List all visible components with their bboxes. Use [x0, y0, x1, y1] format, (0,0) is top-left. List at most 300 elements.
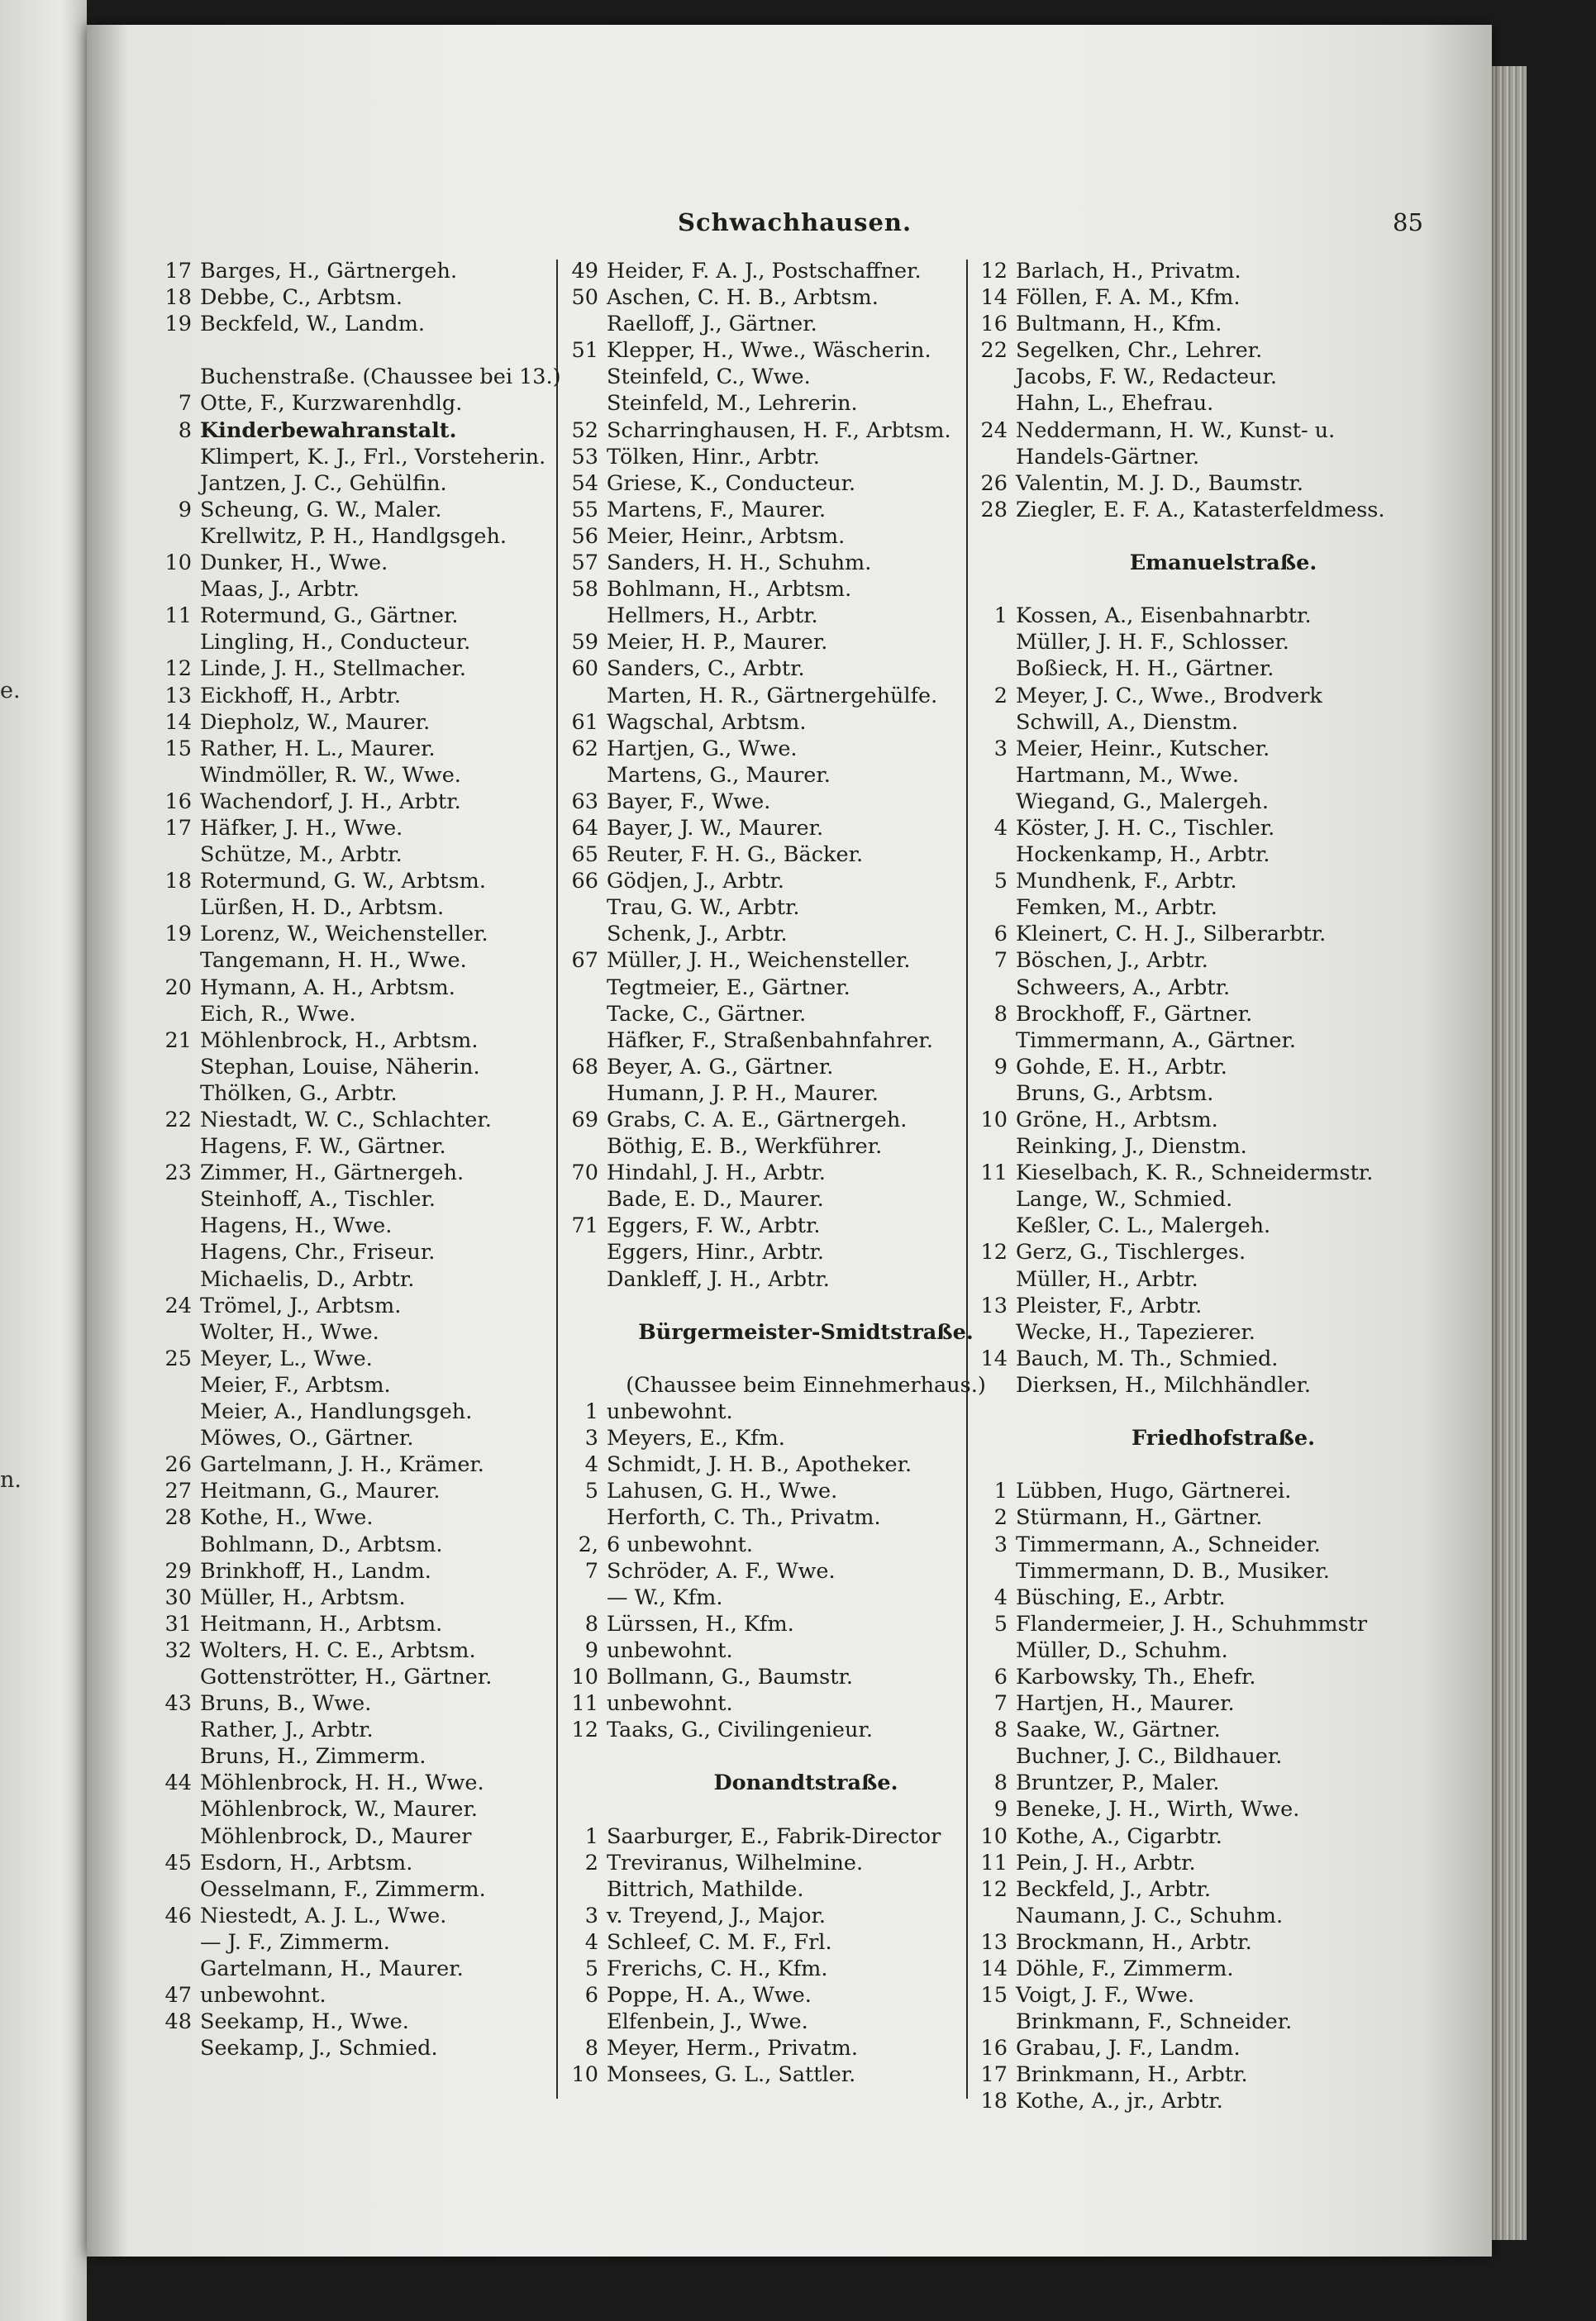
house-number: 18 — [980, 2089, 1008, 2114]
directory-entry — [971, 921, 1475, 947]
house-number: 5 — [584, 1956, 598, 1981]
resident-text: Meier, Heinr., Arbtsm. — [607, 523, 846, 549]
house-number: 14 — [980, 285, 1008, 311]
directory-entry — [149, 1293, 628, 1319]
resident-text: Heitmann, G., Maurer. — [200, 1479, 441, 1504]
directory-entry — [971, 1054, 1475, 1080]
adjacent-page-fragment: n. — [0, 1467, 21, 1493]
resident-text: Hindahl, J. H., Arbtr. — [607, 1160, 826, 1186]
directory-entry — [971, 1850, 1475, 1876]
resident-text: Sanders, H. H., Schuhm. — [607, 550, 872, 576]
resident-text: 6 unbewohnt. — [607, 1532, 753, 1557]
directory-entry — [149, 1107, 628, 1133]
directory-entry — [149, 1532, 628, 1558]
house-number: 16 — [980, 312, 1008, 337]
directory-entry — [149, 1399, 628, 1425]
house-number: 9 — [993, 1797, 1008, 1823]
resident-text: Hagens, H., Wwe. — [200, 1213, 393, 1239]
house-number — [971, 709, 1016, 736]
directory-column-3 — [971, 258, 1475, 2115]
directory-entry — [149, 655, 628, 682]
directory-entry — [971, 470, 1475, 497]
house-number: 57 — [571, 550, 598, 576]
page-number: 85 — [1393, 208, 1423, 236]
resident-text: Jantzen, J. C., Gehülfin. — [200, 470, 447, 496]
resident-text: Kleinert, C. H. J., Silberarbtr. — [1016, 922, 1327, 947]
house-number — [562, 390, 607, 417]
resident-text: — W., Kfm. — [607, 1585, 723, 1610]
house-number: 12 — [980, 1876, 1008, 1902]
house-number — [971, 762, 1016, 789]
resident-text: Poppe, H. A., Wwe. — [607, 1983, 812, 2009]
resident-text: Beneke, J. H., Wirth, Wwe. — [1016, 1797, 1300, 1823]
house-number — [971, 1743, 1016, 1770]
house-number: 69 — [571, 1108, 598, 1132]
resident-text: Schütze, M., Arbtr. — [200, 842, 403, 868]
resident-text: Timmermann, A., Schneider. — [1016, 1532, 1321, 1557]
house-number: 4 — [993, 815, 1008, 841]
house-number: 26 — [980, 470, 1008, 496]
resident-text: Lorenz, W., Weichensteller. — [200, 922, 488, 947]
house-number — [562, 603, 607, 629]
directory-entry — [149, 444, 628, 470]
resident-text: Seekamp, J., Schmied. — [200, 2036, 438, 2061]
resident-text: Schwill, A., Dienstm. — [1016, 709, 1239, 735]
resident-text: Möwes, O., Gärtner. — [200, 1426, 414, 1451]
house-number: 60 — [571, 656, 598, 682]
resident-text: Handels-Gärtner. — [1016, 444, 1200, 469]
house-number: 11 — [164, 603, 192, 629]
house-number: 28 — [164, 1505, 192, 1531]
directory-entry — [971, 975, 1475, 1001]
resident-text: Müller, J. H. F., Schlosser. — [1016, 630, 1289, 655]
resident-text: Köster, J. H. C., Tischler. — [1016, 815, 1275, 841]
house-number: 68 — [571, 1054, 598, 1079]
directory-entry — [971, 1346, 1475, 1372]
house-number: 10 — [571, 2062, 598, 2088]
resident-text: Wiegand, G., Malergeh. — [1016, 789, 1269, 814]
directory-entry — [149, 470, 628, 497]
resident-text: Buchenstraße. (Chaussee bei 13.) — [200, 365, 561, 390]
resident-text: Flandermeier, J. H., Schuhmmstr — [1016, 1611, 1368, 1637]
directory-entry — [971, 815, 1475, 841]
resident-text: Tacke, C., Gärtner. — [607, 1001, 807, 1027]
resident-text: Tölken, Hinr., Arbtr. — [607, 444, 820, 469]
house-number: 10 — [980, 1823, 1008, 1849]
resident-text: Saake, W., Gärtner. — [1016, 1718, 1221, 1743]
directory-entry — [971, 709, 1475, 736]
directory-entry — [149, 736, 628, 762]
house-number: 1 — [993, 603, 1008, 629]
directory-entry — [149, 1611, 628, 1637]
resident-text: Wachendorf, J. H., Arbtr. — [200, 789, 461, 814]
resident-text: Bohlmann, D., Arbtsm. — [200, 1532, 443, 1557]
house-number — [149, 444, 200, 470]
house-number: 7 — [178, 391, 192, 417]
resident-text: Meyer, J. C., Wwe., Brodverk — [1016, 683, 1322, 708]
resident-text: Lübben, Hugo, Gärtnerei. — [1016, 1479, 1292, 1504]
spacer — [971, 576, 1475, 603]
resident-text: Döhle, F., Zimmerm. — [1016, 1956, 1234, 1981]
directory-entry — [971, 1717, 1475, 1743]
resident-text: Esdorn, H., Arbtsm. — [200, 1850, 413, 1875]
house-number: 13 — [164, 683, 192, 708]
resident-text: Hagens, Chr., Friseur. — [200, 1240, 436, 1265]
house-number: 58 — [571, 577, 598, 603]
directory-entry — [149, 1213, 628, 1239]
house-number — [149, 629, 200, 655]
resident-text: unbewohnt. — [200, 1983, 326, 2009]
directory-entry — [971, 1213, 1475, 1239]
resident-text: Schenk, J., Arbtr. — [607, 922, 788, 947]
directory-entry — [971, 2061, 1475, 2088]
street-heading: Bürgermeister-Smidtstraße. — [638, 1319, 974, 1345]
house-number: 11 — [980, 1160, 1008, 1186]
resident-text: Tangemann, H. H., Wwe. — [200, 948, 467, 974]
house-number: 19 — [164, 922, 192, 947]
resident-text: Gartelmann, H., Maurer. — [200, 1956, 464, 1981]
resident-text: Bruns, B., Wwe. — [200, 1691, 372, 1717]
house-number: 54 — [571, 470, 598, 496]
resident-text: Bauch, M. Th., Schmied. — [1016, 1346, 1279, 1371]
house-number: 44 — [164, 1771, 192, 1796]
resident-text: Thölken, G., Arbtr. — [200, 1080, 398, 1106]
house-number — [971, 629, 1016, 655]
resident-text: Grabs, C. A. E., Gärtnergeh. — [607, 1108, 908, 1132]
resident-text: Raelloff, J., Gärtner. — [607, 312, 817, 337]
house-number: 9 — [584, 1637, 598, 1663]
house-number: 22 — [164, 1108, 192, 1132]
house-number — [971, 975, 1016, 1001]
resident-text: Gerz, G., Tischlerges. — [1016, 1240, 1246, 1265]
house-number: 1 — [993, 1479, 1008, 1504]
directory-entry — [149, 1850, 628, 1876]
directory-entry — [971, 1823, 1475, 1850]
resident-text: Michaelis, D., Arbtr. — [200, 1266, 415, 1292]
directory-entry — [149, 762, 628, 789]
house-number: 50 — [571, 285, 598, 311]
house-number — [562, 1585, 607, 1611]
directory-entry — [971, 2035, 1475, 2061]
directory-entry — [149, 603, 628, 629]
directory-entry — [971, 258, 1475, 284]
resident-text: Meier, H. P., Maurer. — [607, 630, 828, 655]
house-number: 47 — [164, 1983, 192, 2009]
resident-text: Elfenbein, J., Wwe. — [607, 2009, 808, 2035]
house-number — [149, 1532, 200, 1558]
resident-text: Ziegler, E. F. A., Katasterfeldmess. — [1016, 497, 1385, 522]
page-stack-edge — [1492, 66, 1527, 2240]
resident-text: Brinkmann, F., Schneider. — [1016, 2009, 1293, 2035]
resident-text: Niestedt, A. J. L., Wwe. — [200, 1903, 447, 1928]
directory-entry — [149, 1080, 628, 1107]
resident-text: Saarburger, E., Fabrik-Director — [607, 1823, 941, 1849]
house-number: 7 — [584, 1558, 598, 1584]
house-number: 11 — [980, 1850, 1008, 1875]
house-number: 3 — [584, 1426, 598, 1451]
directory-entry — [149, 1664, 628, 1690]
directory-entry — [971, 1982, 1475, 2009]
directory-entry — [971, 603, 1475, 629]
directory-entry — [971, 1743, 1475, 1770]
house-number: 43 — [164, 1691, 192, 1717]
house-number: 63 — [571, 789, 598, 814]
directory-entry — [149, 709, 628, 736]
resident-text: Debbe, C., Arbtsm. — [200, 285, 403, 311]
directory-entry — [971, 1001, 1475, 1027]
directory-entry — [971, 894, 1475, 921]
directory-entry — [149, 1585, 628, 1611]
house-number: 12 — [980, 1240, 1008, 1265]
house-number: 24 — [164, 1293, 192, 1318]
resident-text: Kothe, H., Wwe. — [200, 1505, 374, 1531]
house-number: 29 — [164, 1558, 192, 1584]
directory-entry — [149, 1186, 628, 1213]
house-number: 17 — [980, 2062, 1008, 2088]
directory-entry — [149, 497, 628, 523]
resident-text: Meier, Heinr., Kutscher. — [1016, 736, 1270, 761]
resident-text: Müller, H., Arbtsm. — [200, 1585, 406, 1610]
resident-text: Karbowsky, Th., Ehefr. — [1016, 1664, 1256, 1690]
resident-text: Klimpert, K. J., Frl., Vorsteherin. — [200, 444, 546, 469]
resident-text: Maas, J., Arbtr. — [200, 577, 360, 603]
directory-entry — [971, 497, 1475, 523]
resident-text: unbewohnt. — [607, 1637, 733, 1663]
resident-text: Steinfeld, M., Lehrerin. — [607, 391, 858, 417]
resident-text: Naumann, J. C., Schuhm. — [1016, 1903, 1284, 1928]
directory-entry — [971, 1532, 1475, 1558]
resident-text: Bayer, F., Wwe. — [607, 789, 771, 814]
resident-text: Bade, E. D., Maurer. — [607, 1187, 824, 1213]
resident-text: Trömel, J., Arbtsm. — [200, 1293, 402, 1318]
resident-text: Meyer, Herm., Privatm. — [607, 2036, 858, 2061]
house-number — [562, 2009, 607, 2035]
directory-entry — [149, 683, 628, 709]
house-number — [562, 1266, 607, 1293]
house-number — [562, 364, 607, 390]
directory-entry — [971, 1796, 1475, 1823]
house-number: 14 — [980, 1346, 1008, 1371]
resident-text: Eickhoff, H., Arbtr. — [200, 683, 401, 708]
directory-entry — [971, 417, 1475, 444]
house-number: 67 — [571, 948, 598, 974]
resident-text: Meyers, E., Kfm. — [607, 1426, 785, 1451]
house-number — [562, 921, 607, 947]
resident-text: Bayer, J. W., Maurer. — [607, 815, 824, 841]
house-number: 15 — [164, 736, 192, 761]
directory-entry — [971, 1186, 1475, 1213]
resident-text: unbewohnt. — [607, 1399, 733, 1425]
resident-text: Reinking, J., Dienstm. — [1016, 1134, 1247, 1160]
house-number: 8 — [584, 2036, 598, 2061]
resident-text: Möhlenbrock, W., Maurer. — [200, 1797, 478, 1823]
house-number: 8 — [993, 1718, 1008, 1743]
house-number: 24 — [980, 417, 1008, 443]
resident-text: Griese, K., Conducteur. — [607, 470, 856, 496]
house-number — [971, 1213, 1016, 1239]
house-number — [149, 1266, 200, 1293]
house-number — [149, 523, 200, 550]
directory-entry — [971, 390, 1475, 417]
house-number: 18 — [164, 869, 192, 894]
directory-entry — [971, 1876, 1475, 1903]
resident-text: Eggers, Hinr., Arbtr. — [607, 1240, 825, 1265]
house-number: 5 — [993, 869, 1008, 894]
resident-text: Barges, H., Gärtnergeh. — [200, 259, 458, 284]
resident-text: Meier, F., Arbtsm. — [200, 1372, 391, 1398]
house-number — [971, 1027, 1016, 1054]
directory-entry — [149, 1001, 628, 1027]
house-number: 8 — [178, 417, 192, 443]
house-number: 9 — [993, 1054, 1008, 1079]
house-number — [149, 576, 200, 603]
directory-entry — [971, 655, 1475, 682]
resident-text: Lürßen, H. D., Arbtsm. — [200, 895, 445, 921]
house-number — [149, 1929, 200, 1956]
resident-text: Timmermann, D. B., Musiker. — [1016, 1558, 1330, 1584]
directory-entry — [149, 1504, 628, 1531]
resident-text: Schröder, A. F., Wwe. — [607, 1558, 836, 1584]
directory-entry — [971, 1664, 1475, 1690]
resident-text: Buchner, J. C., Bildhauer. — [1016, 1744, 1283, 1770]
resident-text: Gohde, E. H., Arbtr. — [1016, 1054, 1227, 1079]
resident-text: Meyer, L., Wwe. — [200, 1346, 373, 1371]
resident-text: Sanders, C., Arbtr. — [607, 656, 805, 682]
house-number — [149, 1186, 200, 1213]
directory-entry — [149, 894, 628, 921]
directory-entry — [971, 1504, 1475, 1531]
resident-text: Stephan, Louise, Näherin. — [200, 1054, 480, 1079]
house-number — [562, 1876, 607, 1903]
resident-text: Barlach, H., Privatm. — [1016, 259, 1241, 284]
directory-entry — [971, 1293, 1475, 1319]
directory-entry — [149, 2009, 628, 2035]
directory-entry — [149, 1717, 628, 1743]
resident-text: Wolters, H. C. E., Arbtsm. — [200, 1637, 476, 1663]
resident-text: Rather, J., Arbtr. — [200, 1718, 374, 1743]
resident-text: Beckfeld, J., Arbtr. — [1016, 1876, 1212, 1902]
house-number — [562, 1080, 607, 1107]
house-number: 4 — [584, 1452, 598, 1478]
resident-text: Pein, J. H., Arbtr. — [1016, 1850, 1196, 1875]
directory-entry — [149, 815, 628, 841]
house-number: 64 — [571, 815, 598, 841]
resident-text: Femken, M., Arbtr. — [1016, 895, 1217, 921]
directory-entry — [971, 841, 1475, 868]
resident-text: Bollmann, G., Baumstr. — [607, 1664, 853, 1690]
resident-text: Böschen, J., Arbtr. — [1016, 948, 1208, 974]
house-number: 8 — [993, 1001, 1008, 1027]
house-number — [149, 1319, 200, 1346]
resident-text: Scheung, G. W., Maler. — [200, 497, 442, 522]
directory-entry — [971, 2088, 1475, 2114]
house-number — [562, 311, 607, 337]
house-number — [149, 1823, 200, 1850]
adjacent-page-margin — [0, 0, 87, 2321]
directory-entry — [149, 975, 628, 1001]
directory-entry — [971, 444, 1475, 470]
resident-text: Hymann, A. H., Arbtsm. — [200, 975, 455, 1000]
resident-text: Segelken, Chr., Lehrer. — [1016, 338, 1263, 364]
resident-text: Grabau, J. F., Landm. — [1016, 2036, 1241, 2061]
house-number: 17 — [164, 815, 192, 841]
directory-entry — [149, 1770, 628, 1796]
house-number: 14 — [164, 709, 192, 735]
house-number — [971, 655, 1016, 682]
resident-text: Mundhenk, F., Arbtr. — [1016, 869, 1237, 894]
house-number — [971, 789, 1016, 815]
resident-text: Müller, D., Schuhm. — [1016, 1637, 1228, 1663]
directory-entry — [149, 1372, 628, 1399]
house-number: 53 — [571, 444, 598, 469]
directory-entry — [971, 762, 1475, 789]
resident-text: Tegtmeier, E., Gärtner. — [607, 975, 850, 1000]
resident-text: Hartmann, M., Wwe. — [1016, 762, 1239, 788]
house-number — [562, 1186, 607, 1213]
resident-text: Frerichs, C. H., Kfm. — [607, 1956, 828, 1981]
house-number: 13 — [980, 1293, 1008, 1318]
directory-entry — [149, 841, 628, 868]
resident-text: Bohlmann, H., Arbtsm. — [607, 577, 852, 603]
resident-text: Lange, W., Schmied. — [1016, 1187, 1233, 1213]
house-number — [562, 762, 607, 789]
directory-entry — [149, 284, 628, 311]
house-number: 13 — [980, 1929, 1008, 1955]
house-number — [149, 841, 200, 868]
directory-entry — [971, 1478, 1475, 1504]
resident-text: Monsees, G. L., Sattler. — [607, 2062, 856, 2088]
resident-text: Beyer, A. G., Gärtner. — [607, 1054, 834, 1079]
spacer — [971, 523, 1475, 550]
resident-text: Dunker, H., Wwe. — [200, 550, 388, 576]
directory-entry — [149, 1319, 628, 1346]
house-number: 32 — [164, 1637, 192, 1663]
resident-text: Möhlenbrock, H. H., Wwe. — [200, 1771, 484, 1796]
house-number: 3 — [584, 1903, 598, 1928]
house-number: 5 — [993, 1611, 1008, 1637]
house-number: 12 — [571, 1718, 598, 1743]
house-number — [149, 1796, 200, 1823]
directory-entry — [149, 868, 628, 894]
house-number — [149, 894, 200, 921]
house-number — [971, 444, 1016, 470]
resident-text: Häfker, J. H., Wwe. — [200, 815, 403, 841]
house-number: 46 — [164, 1903, 192, 1928]
house-number — [562, 975, 607, 1001]
house-number — [971, 1319, 1016, 1346]
resident-text: Pleister, F., Arbtr. — [1016, 1293, 1203, 1318]
resident-text: Hellmers, H., Arbtr. — [607, 603, 818, 629]
resident-text: Rotermund, G., Gärtner. — [200, 603, 459, 629]
resident-text: Treviranus, Wilhelmine. — [607, 1850, 864, 1875]
directory-entry — [971, 284, 1475, 311]
house-number: 4 — [584, 1929, 598, 1955]
resident-text: Kothe, A., jr., Arbtr. — [1016, 2089, 1223, 2114]
directory-entry — [149, 1796, 628, 1823]
house-number: 5 — [584, 1479, 598, 1504]
resident-text: Valentin, M. J. D., Baumstr. — [1016, 470, 1303, 496]
resident-text: Meier, A., Handlungsgeh. — [200, 1399, 473, 1425]
resident-text: Kothe, A., Cigarbtr. — [1016, 1823, 1222, 1849]
house-number — [971, 2009, 1016, 2035]
street-heading: Donandtstraße. — [713, 1771, 898, 1796]
directory-entry — [971, 789, 1475, 815]
house-number — [149, 1239, 200, 1265]
resident-text: Müller, H., Arbtr. — [1016, 1266, 1198, 1292]
house-number — [562, 1133, 607, 1160]
house-number: 12 — [980, 259, 1008, 284]
resident-text: Aschen, C. H. B., Arbtsm. — [607, 285, 879, 311]
